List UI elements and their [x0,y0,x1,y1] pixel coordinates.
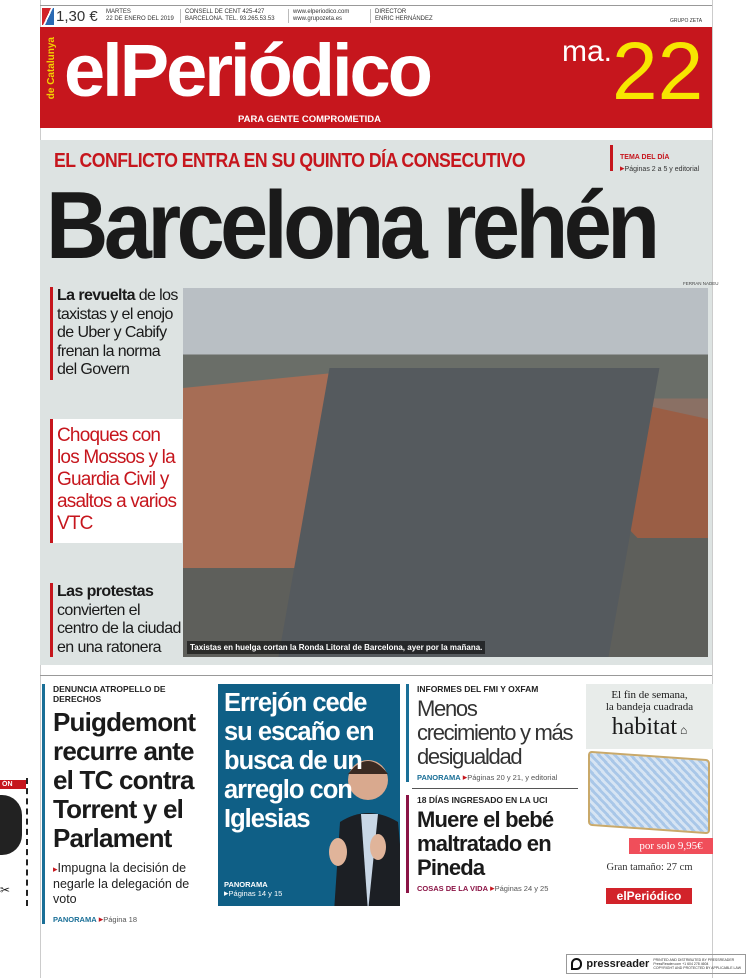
story-section: PANORAMA ▸Páginas 14 y 15 [224,880,283,898]
masthead [40,27,712,128]
ad-price: por solo 9,95€ [629,838,713,854]
tray-image [588,751,710,835]
lead-sidebars [50,287,182,657]
house-icon: ⌂ [677,723,688,737]
masthead-tagline: PARA GENTE COMPROMETIDA [238,114,382,125]
lead-section: TEMA DEL DÍA [620,154,670,161]
story-headline[interactable]: Muere el bebé maltratado en Pineda [417,807,554,880]
ad-brand: habitat [611,714,678,740]
ad-text: El fin de semana, [611,689,688,701]
story-kicker: 18 DÍAS INGRESADO EN LA UCI [417,795,548,805]
coupon-tag: ÓN [0,780,26,789]
ad-size: Gran tamaño: 27 cm [606,862,693,873]
ad-text: la bandeja cuadrada [605,701,694,713]
lead-sidebar-1[interactable]: La revuelta de los taxistas y el enojo de Uber y Cabify frenan la norma del Govern [50,287,182,380]
story-section: PANORAMA ▸Páginas 20 y 21, y editorial [417,772,558,782]
ad-header [586,684,713,749]
ad-logo: elPeriódico [606,888,692,904]
story-section: PANORAMA ▸Página 18 [53,914,138,924]
divider [412,788,578,789]
scissors-icon: ✂ [0,883,11,897]
story-kicker: DENUNCIA ATROPELLO DE DERECHOS [53,684,166,704]
photo-road [277,368,660,657]
website-link[interactable]: www.elperiodico.com [293,9,350,15]
lead-pages: ▸Páginas 2 a 5 y editorial [620,163,700,173]
pressreader-fine-print: PRINTED AND DISTRIBUTED BY PRESSREADER PressReader.com +1 604 278 4604 COPYRIGHT AND PROTECTED BY APPLICABLE LAW [653,958,741,970]
pressreader-label: pressreader [586,958,650,970]
masthead-day: 22 [612,26,704,117]
weekday: MARTES [106,9,131,15]
lead-photo[interactable] [183,288,708,657]
director-label: DIRECTOR [375,9,407,15]
lead-sidebar-3[interactable]: Las protestas convierten el centro de la ciudad en una ratonera [50,583,182,657]
coupon-clipping [0,778,28,906]
story-fmi[interactable] [406,684,578,782]
group-website-link[interactable]: www.grupozeta.es [293,16,343,22]
lead-headline[interactable]: Barcelona rehén [46,172,656,279]
masthead-weekday: ma. [562,35,613,68]
lead-kicker: EL CONFLICTO ENTRA EN SU QUINTO DÍA CONSECUTIVO [54,149,526,172]
story-kicker: INFORMES DEL FMI Y OXFAM [417,684,539,694]
story-headline[interactable]: Errejón cede su escaño en busca de un arreglo con Iglesias [224,689,374,833]
photo-credit: FERRAN NADEU [683,281,719,286]
story-subhead: ▸Impugna la decisión de negarle la delegación de voto [53,861,190,906]
story-headline[interactable]: Puigdemont recurre ante el TC contra Torrent y el Parlament [53,707,196,853]
lead-story [40,140,719,665]
director-name: ENRIC HERNÁNDEZ [375,16,433,22]
divider [610,145,613,171]
masthead-region: de Catalunya [46,37,57,100]
right-stories [406,684,578,893]
price: 1,30 € [56,8,98,25]
story-headline[interactable]: Menos crecimiento y más desigualdad [417,696,573,769]
phone: BARCELONA. TEL. 93.265.53.53 [185,16,275,22]
address: CONSELL DE CENT 425-427 [185,9,265,15]
divider [40,675,712,676]
coupon-image [0,795,22,855]
masthead-logo: elPeriódico [64,29,430,112]
story-errejon[interactable] [218,684,400,906]
logo-flag-icon [42,8,54,25]
group-zeta-logo: GRUPO ZETA [670,18,703,24]
top-info-bar [40,5,712,27]
story-pineda[interactable] [406,795,578,893]
pressreader-badge[interactable] [566,954,746,974]
lead-sidebar-2[interactable]: Choques con los Mossos y la Guardia Civil y asaltos a varios VTC [50,419,182,543]
habitat-ad[interactable] [586,684,713,904]
date: 22 DE ENERO DEL 2019 [106,16,174,22]
photo-caption: Taxistas en huelga cortan la Ronda Litoral de Barcelona, ayer por la mañana. [187,641,485,654]
story-puigdemont[interactable] [42,684,214,924]
pressreader-icon [571,958,582,970]
story-section: COSAS DE LA VIDA ▸Páginas 24 y 25 [417,883,549,893]
